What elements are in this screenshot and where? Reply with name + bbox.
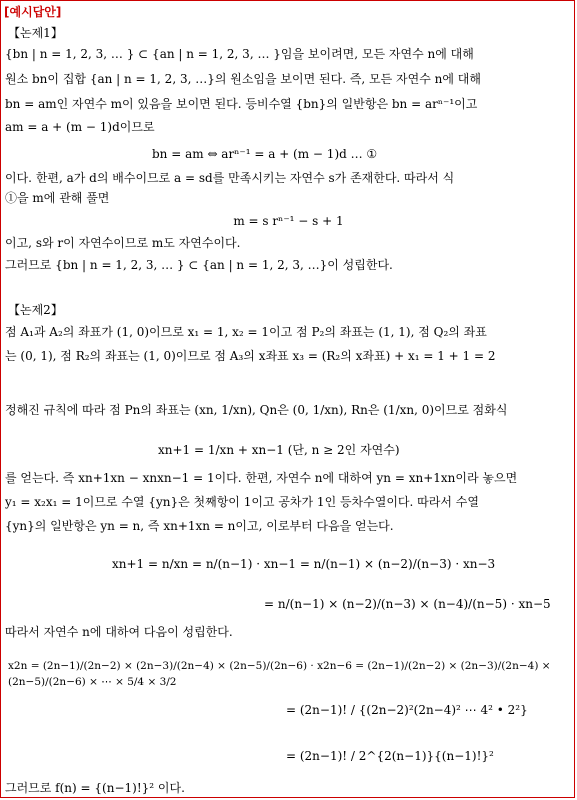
equation: = (2n−1)! / 2^{2(n−1)}{(n−1)!}²: [286, 749, 494, 763]
text-line: 따라서 자연수 n에 대하여 다음이 성립한다.: [5, 625, 233, 639]
equation: xn+1 = n/xn = n/(n−1) · xn−1 = n/(n−1) × (n−2)/(n−3) · xn−3: [112, 557, 496, 571]
equation: = (2n−1)! / {(2n−2)²(2n−4)² ⋯ 4² • 2²}: [286, 703, 528, 717]
text-line: 원소 bn이 집합 {an | n = 1, 2, 3, …}의 원소임을 보이면 된다. 즉, 모든 자연수 n에 대해: [5, 72, 481, 86]
text-line: am = a + (m − 1)d이므로: [5, 120, 155, 134]
equation: = n/(n−1) × (n−2)/(n−3) × (n−4)/(n−5) · xn−5: [264, 597, 551, 611]
text-line: 정해진 규칙에 따라 점 Pn의 좌표는 (xn, 1/xn), Qn은 (0, 1/xn), Rn은 (1/xn, 0)이므로 점화식: [5, 403, 508, 417]
text-line: 이다. 한편, a가 d의 배수이므로 a = sd를 만족시키는 자연수 s가 존재한다. 따라서 식: [5, 171, 455, 185]
equation: xn+1 = 1/xn + xn−1 (단, n ≥ 2인 자연수): [158, 443, 400, 457]
text-line: bn = am인 자연수 m이 있음을 보이면 된다. 등비수열 {bn}의 일반항은 bn = arⁿ⁻¹이고: [5, 97, 478, 111]
text-line: 이고, s와 r이 자연수이므로 m도 자연수이다.: [5, 236, 241, 250]
text-line: 는 (0, 1), 점 R₂의 좌표는 (1, 0)이므로 점 A₃의 x좌표 x₃ = (R₂의 x좌표) + x₁ = 1 + 1 = 2: [5, 349, 496, 363]
text-line: 를 얻는다. 즉 xn+1xn − xnxn−1 = 1이다. 한편, 자연수 n에 대하여 yn = xn+1xn이라 놓으면: [5, 471, 518, 485]
equation: m = s rⁿ⁻¹ − s + 1: [233, 214, 344, 228]
text-line: y₁ = x₂x₁ = 1이므로 수열 {yn}은 첫째항이 1이고 공차가 1인 등차수열이다. 따라서 수열: [5, 495, 479, 509]
doc-header: [예시답안]: [4, 5, 62, 19]
section-title-2: 【논제2】: [8, 303, 63, 317]
text-line: 그러므로 f(n) = {(n−1)!}² 이다.: [5, 781, 185, 795]
equation: bn = am ⇔ arⁿ⁻¹ = a + (m − 1)d … ①: [152, 147, 378, 161]
section-title-1: 【논제1】: [8, 26, 63, 40]
text-line: {bn | n = 1, 2, 3, … } ⊂ {an | n = 1, 2, 3, … }임을 보이려면, 모든 자연수 n에 대해: [5, 47, 474, 61]
text-line: {yn}의 일반항은 yn = n, 즉 xn+1xn = n이고, 이로부터 다음을 얻는다.: [5, 519, 394, 533]
text-line: ①을 m에 관해 풀면: [5, 191, 110, 205]
text-line: 그러므로 {bn | n = 1, 2, 3, … } ⊂ {an | n = 1, 2, 3, …}이 성립한다.: [5, 258, 393, 272]
equation: x2n = (2n−1)/(2n−2) × (2n−3)/(2n−4) × (2n−5)/(2n−6) · x2n−6 = (2n−1)/(2n−2) × (2n−3)/(2n−4) × (2n−5)/(2n−6) × ⋯ × 5/4 × 3/2: [8, 660, 551, 688]
text-line: 점 A₁과 A₂의 좌표가 (1, 0)이므로 x₁ = 1, x₂ = 1이고 점 P₂의 좌표는 (1, 1), 점 Q₂의 좌표: [5, 325, 487, 339]
